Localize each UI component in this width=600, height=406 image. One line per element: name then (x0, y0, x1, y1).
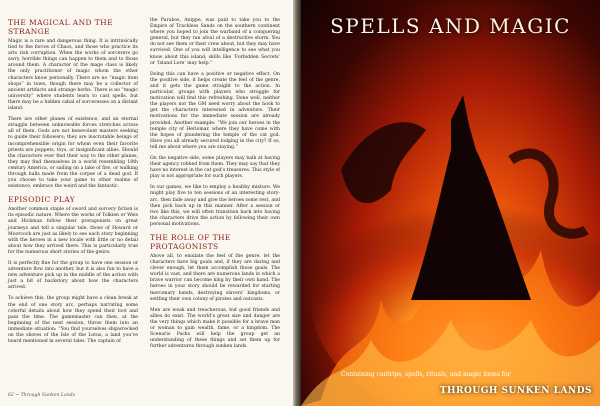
chapter-title: SPELLS AND MAGIC (330, 14, 571, 38)
text-column-2 (150, 18, 280, 355)
section-heading: EPISODIC PLAY (8, 195, 76, 205)
left-page (0, 0, 293, 406)
book-gutter (293, 0, 301, 406)
chapter-caption: Containing cantrips, spells, rituals, and magic items for (341, 371, 511, 378)
right-page (301, 0, 600, 406)
section-heading: THE MAGICAL AND THE STRANGE (8, 18, 113, 36)
paragraph: Magic is a rare and dangerous thing. It is intrinsically tied to the forces of Chaos, and those who practice its arts risk corruption. When the works of sorcerers go awry, horrible things can happen to them and to those around them. A character of the mage class is likely the only practitioner of magic whom the other characters know personally. There are no “magic item shops” in town, though there may be a collector of ancient artifacts and strange herbs. There is no “magic university” where students learn to cast spells, but there may be a hidden cabal of sorceresses on a distant island. (8, 39, 138, 112)
text-column-1 (8, 18, 138, 350)
section-heading: THE ROLE OF THE PROTAGONISTS (150, 233, 231, 251)
paragraph: In our games, we like to employ a healthy mixture. We might play five to ten sessions of an interesting story-arc, then fade away and give the heroes some rest, and then pick back up in this manner. After a session or two like this, we will often transition back into having the characters drive the action by following their own personal motivations. (150, 185, 280, 227)
paragraph: the Parabos, Anippe, was paid to take you to the Empire of Trackless Sands on the southern continent where you hoped to join the warband of a conquering general, but they ran afoul of a destructive storm. You do not see them or their crew about, but they may have survived. One of you will intelligence to see what you know about this island; skills like ‘Forbidden Secrets’ or ‘Island Lore’ may help.” (150, 18, 280, 66)
brand-logo: THROUGH SUNKEN LANDS (439, 386, 592, 396)
paragraph: Above all, to emulate the feel of the genre, let the characters have big goals and, if they are daring and clever enough, let them accomplish those goals. The world is vast, and there are numerous lands in which a brave warrior can become king by their own hand. The heroes in your story should be rewarded for starting mercenary bands, destroying slavers’ kingdoms, or settling their own colony of pirates and outcasts. (150, 254, 280, 302)
paragraph: Another common staple of sword and sorcery fiction is its episodic nature. Where the works of Tolkien or Weis and Hickman follow their protagonists on great journeys and tell a singular tale, those of Howard or Moorcock are just as likely to see each story beginning with the heroes in a new locale with little or no detail about how they arrived there. This is particularly true for the numerous short stories of the genre. (8, 207, 138, 255)
paragraph: To achieve this, the group might have a clean break at the end of one story arc, perhaps narrating some colorful details about how they spend their loot and pass the time. The gamemaster can then, at the beginning of the next session, throw them into an immediate situation: “You find yourselves shipwrecked on the shores of the Isle of the Lotus, a land you’ve heard mentioned in several tales. The captain of (8, 296, 138, 345)
paragraph: Men are weak and treacherous, but good friends and allies do exist. The world’s great size and danger are the very things which make it possible for a brave man or woman to gain wealth, fame, or a kingdom. The Scenario Packs will help the group get an understanding of these things and set them up for further adventures through sunken lands. (150, 307, 280, 350)
page-footer: 62 ~ Through Sunken Lands (8, 393, 75, 398)
chapter-illustration (301, 0, 600, 406)
paragraph: It is perfectly fine for the group to have one session or adventure flow into another, but it is also fun to have a new adventure pick up in the middle of the action with just a bit of backstory about how the characters arrived. (8, 261, 138, 291)
paragraph: Doing this can have a positive or negative effect. On the positive side, it helps create the feel of the genre, and it gets the game straight to the action. In particular, groups with players who struggle for motivation will find this refreshing. Done well, neither the players nor the GM need worry about the hook to get the characters interested in adventure. Their motivations for the immediate session are already provided. Another example: “We join our heroes in the temple city of Heriomar, where they have come with the hopes of plundering the temple of the cat god. Have you all already secured lodging in the city? If so, tell me about where you are staying.” (150, 71, 280, 150)
paragraph: On the negative side, some players may balk at having their agency robbed from them. They may say that they have no interest in the cat god’s treasures. This style of play is not appropriate for such players. (150, 155, 280, 180)
paragraph: There are other planes of existence, and an eternal struggle between unknowable forces stretches across all of them. Gods are not benevolent masters seeking to guide their followers; they are inscrutable beings of incomprehensible origin for whom even their favorite priests are puppets, toys, or insignificant allies. Should the characters ever find their way to the other planes, they may find themselves in a world resembling 18th century America, or sailing on a lake of fire, or walking through halls made from the corpse of a dead god. If you choose to take your game to other realms of existence, embrace the weird and the fantastic. (8, 117, 138, 190)
